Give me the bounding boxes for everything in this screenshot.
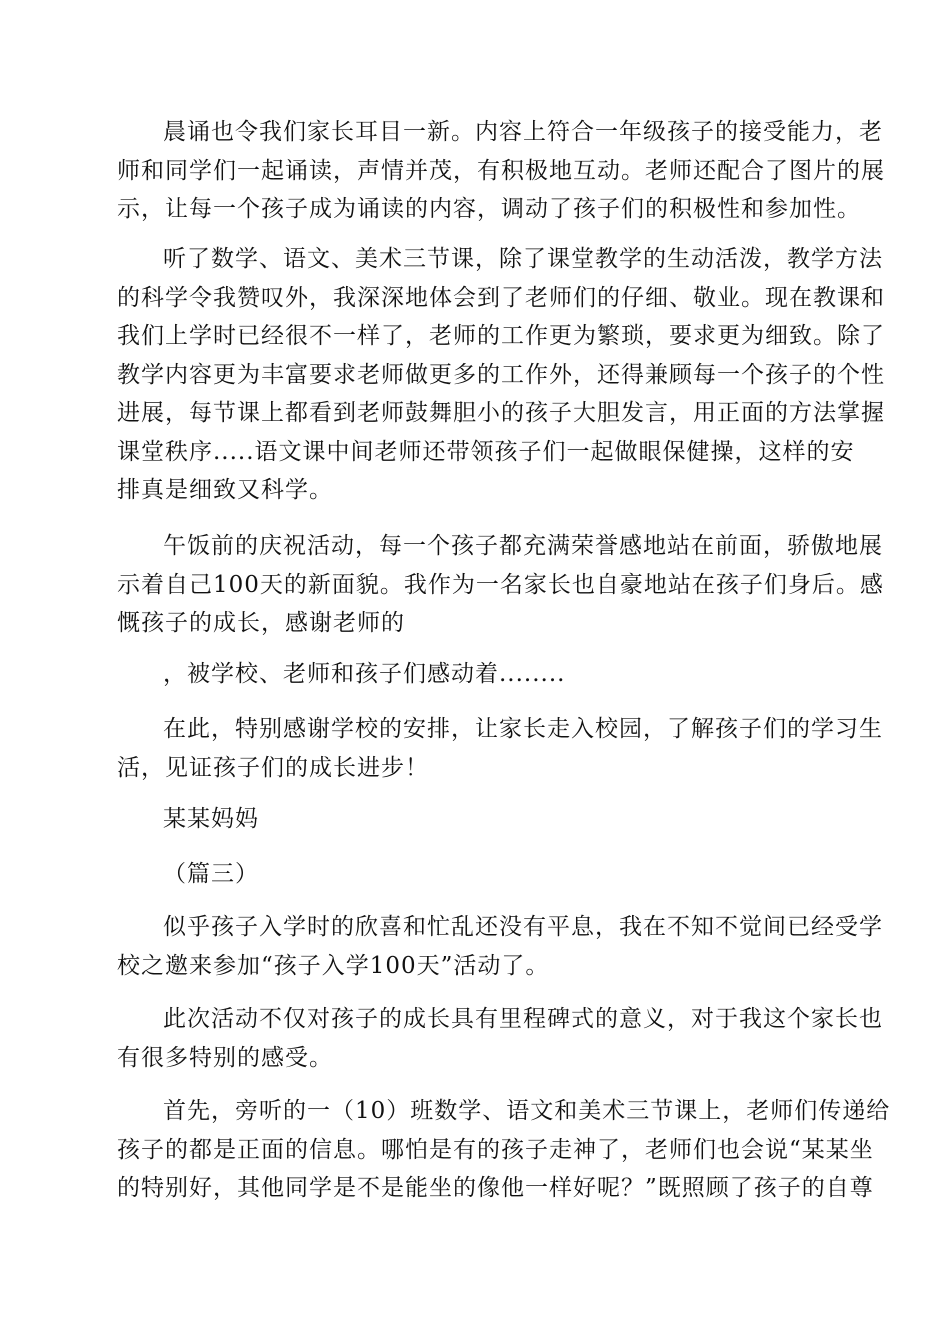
text-line: 首先，旁听的一（10）班数学、语文和美术三节课上，老师们传递给 <box>163 1098 891 1124</box>
text-line: 校之邀来参加“孩子入学100天”活动了。 <box>117 952 550 979</box>
paragraph-first-observation <box>117 1092 891 1208</box>
text-line: 孩子的都是正面的信息。哪怕是有的孩子走神了，老师们也会说“某某坐 <box>117 1136 874 1163</box>
text-line: 晨诵也令我们家长耳目一新。内容上符合一年级孩子的接受能力，老 <box>163 119 883 145</box>
text-line: 午饭前的庆祝活动，每一个孩子都充满荣誉感地站在前面，骄傲地展 <box>163 533 883 559</box>
text-line: 慨孩子的成长，感谢老师的 <box>117 610 405 636</box>
text-line: 排真是细致又科学。 <box>117 477 333 503</box>
paragraph-celebration <box>117 527 884 643</box>
text-line: 的科学令我赞叹外，我深深地体会到了老师们的仔细、敬业。现在教课和 <box>117 284 885 311</box>
text-line: 教学内容更为丰富要求老师做更多的工作外，还得兼顾每一个孩子的个性 <box>117 361 885 388</box>
text-line: 此次活动不仅对孩子的成长具有里程碑式的意义，对于我这个家长也 <box>163 1006 883 1032</box>
text-line: 有很多特别的感受。 <box>117 1044 333 1071</box>
signature-line: 某某妈妈 <box>163 806 259 832</box>
text-line: 示，让每一个孩子成为诵读的内容，调动了孩子们的积极性和参加性。 <box>117 196 861 222</box>
text-line: 我们上学时已经很不一样了，老师的工作更为繁琐，要求更为细致。除了 <box>117 323 885 349</box>
text-line: 似乎孩子入学时的欣喜和忙乱还没有平息，我在不知不觉间已经受学 <box>163 914 883 940</box>
paragraph-three-lessons <box>117 240 885 510</box>
text-line: 进展，每节课上都看到老师鼓舞胆小的孩子大胆发言，用正面的方法掌握 <box>117 400 885 426</box>
text-line: 听了数学、语文、美术三节课，除了课堂教学的生动活泼，教学方法 <box>163 246 883 272</box>
text-line: 的特别好，其他同学是不是能坐的像他一样好呢？”既照顾了孩子的自尊 <box>117 1175 874 1201</box>
text-line: 示着自己100天的新面貌。我作为一名家长也自豪地站在孩子们身后。感 <box>117 571 884 598</box>
text-line: 活，见证孩子们的成长进步！ <box>117 754 429 781</box>
text-line: 师和同学们一起诵读，声情并茂，有积极地互动。老师还配合了图片的展 <box>117 157 885 184</box>
section-heading: （篇三） <box>163 861 259 887</box>
paragraph-significance <box>117 1000 883 1077</box>
paragraph-invitation <box>117 908 883 985</box>
paragraph-morning-reading <box>117 113 885 229</box>
text-line: 课堂秩序.....语文课中间老师还带领孩子们一起做眼保健操，这样的安 <box>117 438 855 465</box>
text-line: 在此，特别感谢学校的安排，让家长走入校园，了解孩子们的学习生 <box>163 716 883 742</box>
paragraph-moved: ，被学校、老师和孩子们感动着........ <box>163 661 566 687</box>
paragraph-thanks <box>117 710 883 787</box>
